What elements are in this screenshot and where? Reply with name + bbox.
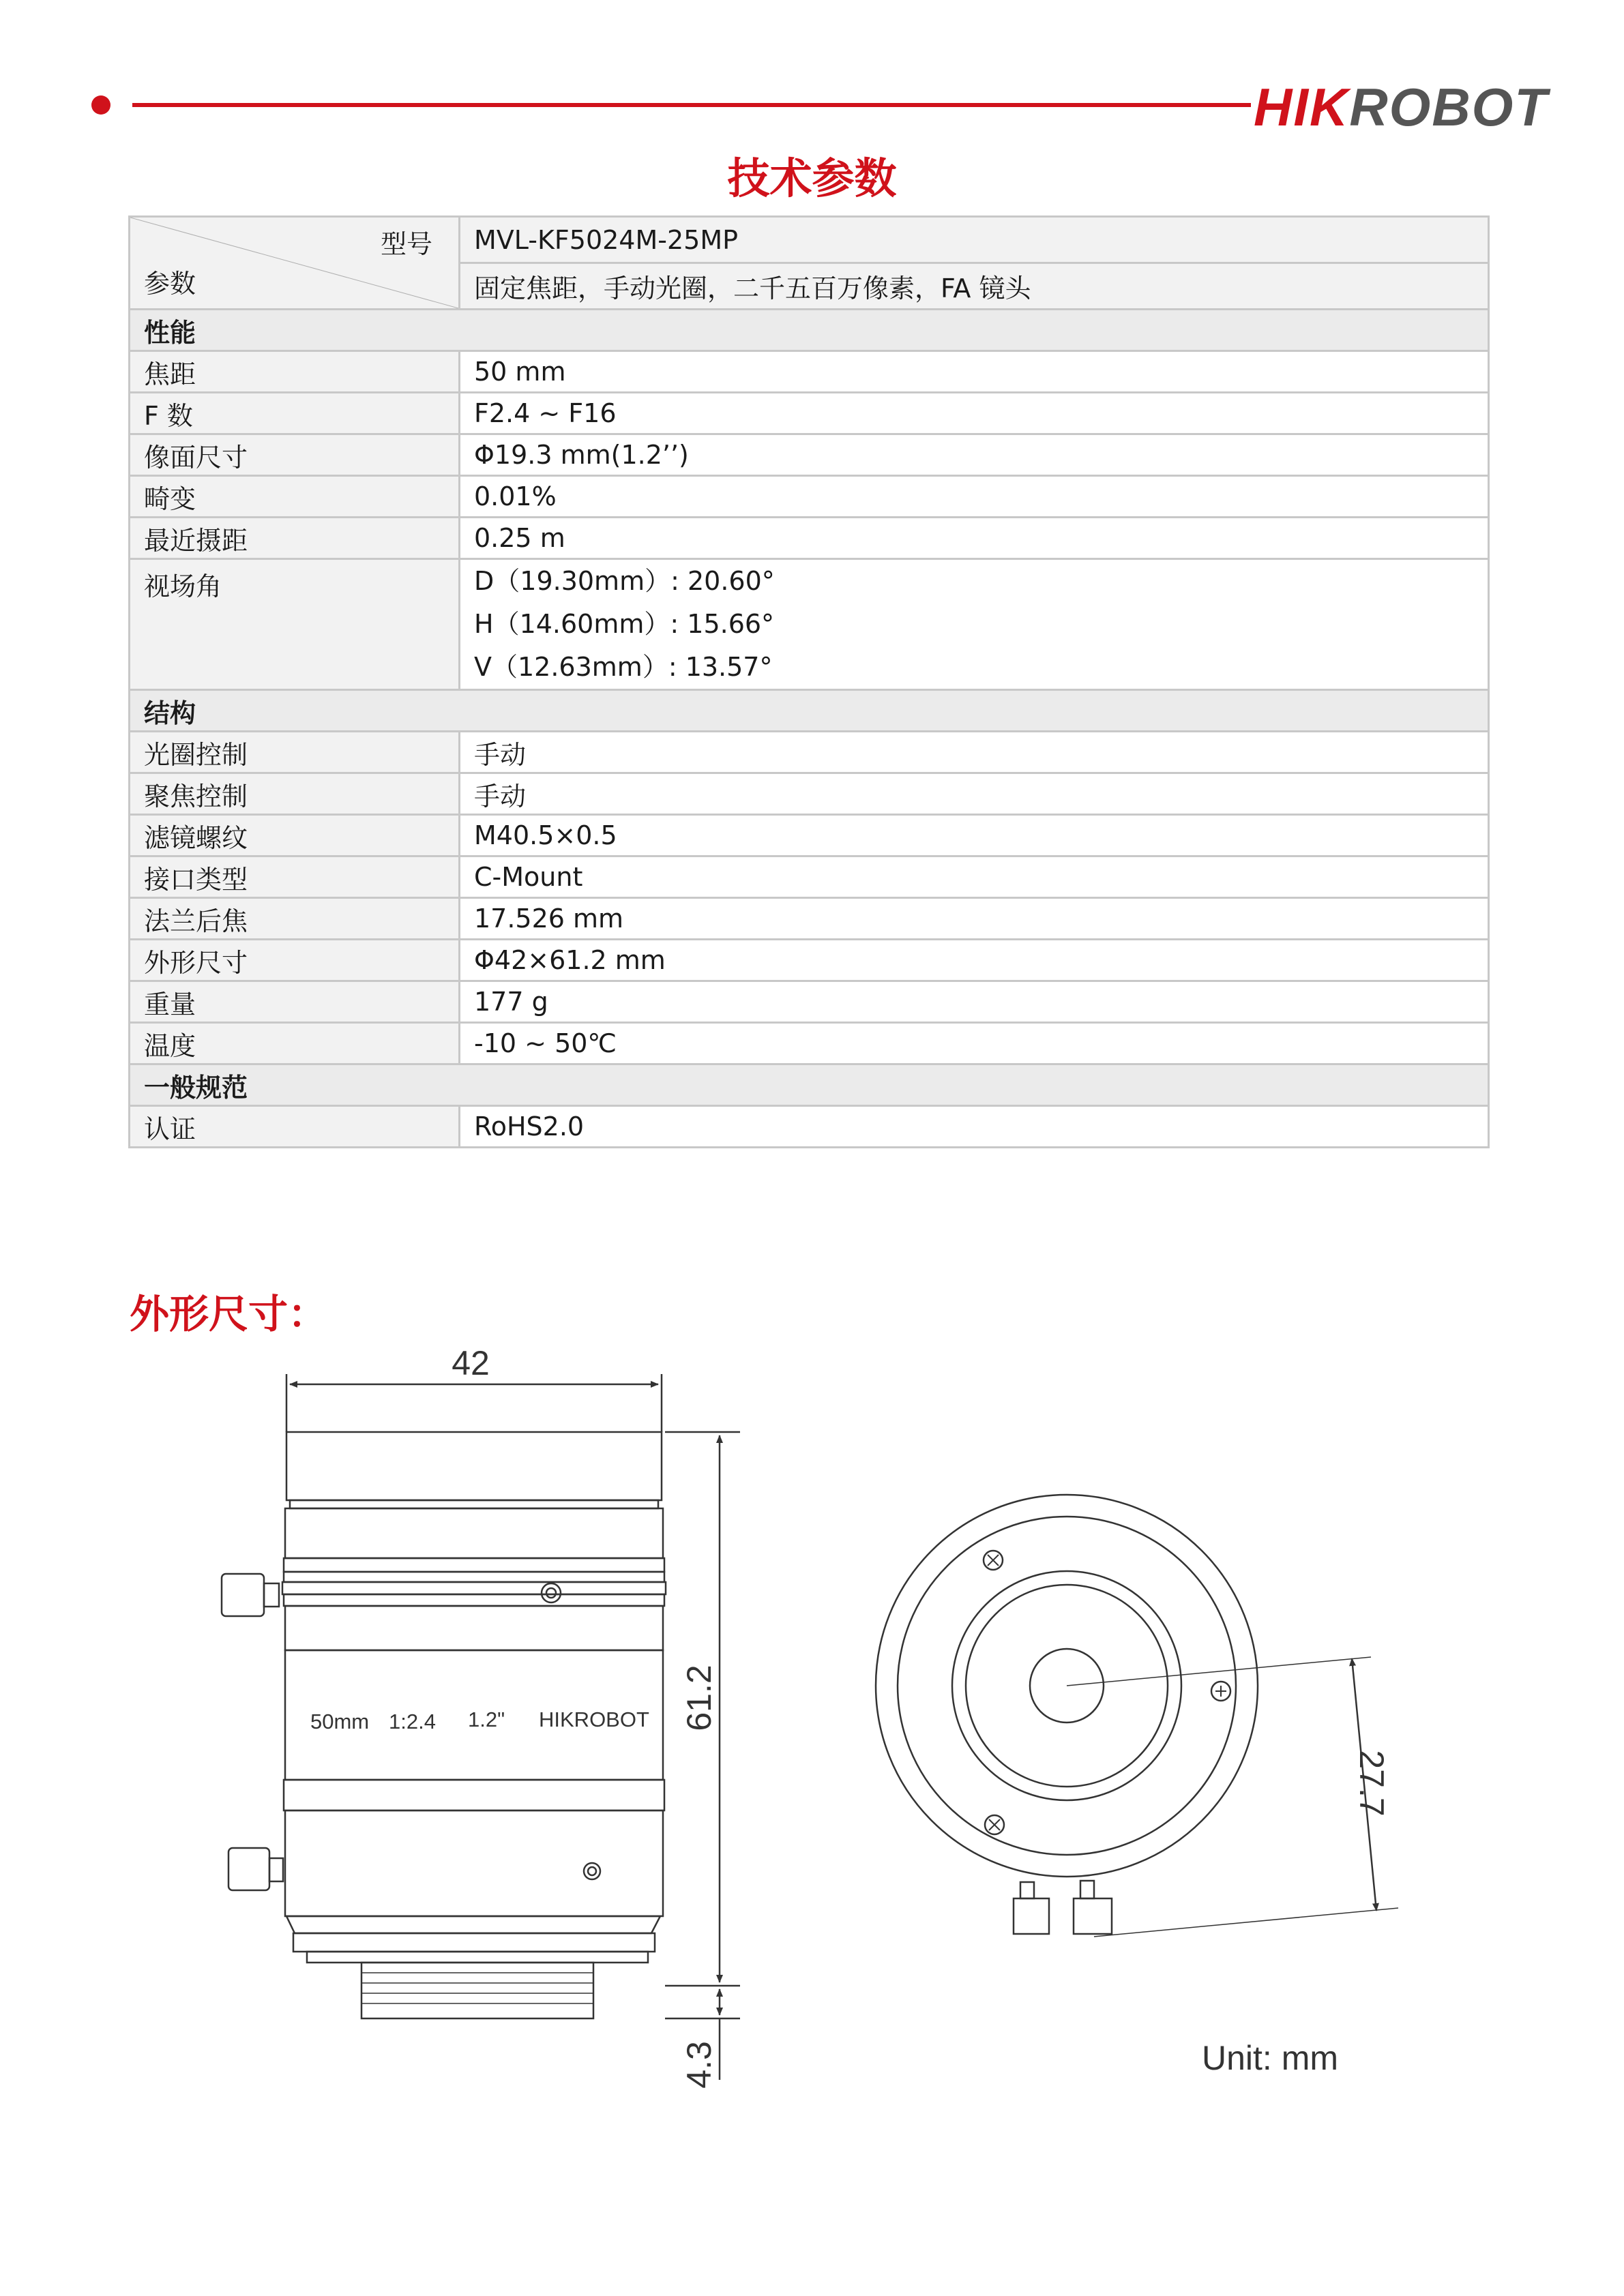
header-dot	[91, 95, 110, 115]
dimension-drawing	[0, 1337, 1624, 2128]
table-row	[130, 1023, 1489, 1064]
row-value: 0.25 m	[460, 518, 1489, 559]
row-value: 177 g	[460, 981, 1489, 1023]
row-value: -10 ~ 50℃	[460, 1023, 1489, 1064]
row-value: Φ19.3 mm(1.2’’)	[460, 434, 1489, 476]
corner-label-params: 参数	[144, 269, 196, 299]
section-title: 结构	[130, 690, 1489, 732]
spec-table	[128, 215, 1490, 1148]
row-label: 最近摄距	[130, 518, 460, 559]
row-value-line: V（12.63mm）: 13.57°	[474, 652, 773, 682]
section-title: 性能	[130, 310, 1489, 351]
row-value: Φ42×61.2 mm	[460, 940, 1489, 981]
width-dimension	[286, 1374, 662, 1432]
row-label: 视场角	[130, 559, 460, 690]
section-row	[130, 1064, 1489, 1106]
row-value: 手动	[460, 773, 1489, 815]
table-row	[130, 815, 1489, 856]
row-value: M40.5×0.5	[460, 815, 1489, 856]
table-row	[130, 732, 1489, 773]
row-label: 焦距	[130, 351, 460, 393]
width-label: 42	[452, 1344, 490, 1382]
row-label: 温度	[130, 1023, 460, 1064]
row-label: 畸变	[130, 476, 460, 518]
row-label: 重量	[130, 981, 460, 1023]
barrel-format-text: 1.2"	[468, 1708, 505, 1731]
row-label: 外形尺寸	[130, 940, 460, 981]
table-row	[130, 518, 1489, 559]
table-row	[130, 351, 1489, 393]
row-value: C-Mount	[460, 856, 1489, 898]
hikrobot-logo: HIKROBOT	[1254, 77, 1548, 137]
header-corner-cell	[130, 217, 460, 310]
table-row	[130, 898, 1489, 940]
row-label: 光圈控制	[130, 732, 460, 773]
page-title: 技术参数	[727, 153, 897, 203]
row-value: RoHS2.0	[460, 1106, 1489, 1148]
height-label: 61.2	[680, 1665, 718, 1731]
header-rule	[132, 103, 1251, 107]
row-value-line: H（14.60mm）: 15.66°	[474, 609, 775, 639]
row-value	[460, 559, 1489, 690]
row-label: 认证	[130, 1106, 460, 1148]
row-value-line: D（19.30mm）: 20.60°	[474, 566, 775, 596]
barrel-focal-text: 50mm	[310, 1710, 370, 1733]
table-row	[130, 434, 1489, 476]
row-value: 手动	[460, 732, 1489, 773]
row-label: 接口类型	[130, 856, 460, 898]
row-value: F2.4 ~ F16	[460, 393, 1489, 434]
table-row	[130, 559, 1489, 690]
barrel-brand-text: HIKROBOT	[539, 1708, 649, 1731]
table-header-row	[130, 217, 1489, 263]
table-row	[130, 1106, 1489, 1148]
row-label: F 数	[130, 393, 460, 434]
front-dimension-label: 27.7	[1353, 1750, 1391, 1817]
mount-label: 4.3	[680, 2041, 718, 2089]
section-row	[130, 690, 1489, 732]
section-row	[130, 310, 1489, 351]
table-row	[130, 773, 1489, 815]
table-row	[130, 393, 1489, 434]
model-cell: MVL-KF5024M-25MP	[460, 217, 1489, 263]
unit-label: Unit: mm	[1202, 2039, 1338, 2077]
row-value: 50 mm	[460, 351, 1489, 393]
table-row	[130, 940, 1489, 981]
table-row	[130, 856, 1489, 898]
height-dimension	[665, 1432, 740, 2080]
section-title: 一般规范	[130, 1064, 1489, 1106]
table-row	[130, 981, 1489, 1023]
row-label: 聚焦控制	[130, 773, 460, 815]
row-label: 滤镜螺纹	[130, 815, 460, 856]
description-cell: 固定焦距，手动光圈，二千五百万像素，FA 镜头	[460, 263, 1489, 310]
barrel-aperture-text: 1:2.4	[389, 1710, 436, 1733]
row-label: 法兰后焦	[130, 898, 460, 940]
row-value: 17.526 mm	[460, 898, 1489, 940]
table-row	[130, 476, 1489, 518]
lens-front-view	[876, 1495, 1398, 1937]
row-value: 0.01%	[460, 476, 1489, 518]
dimensions-title: 外形尺寸：	[130, 1291, 328, 1337]
row-label: 像面尺寸	[130, 434, 460, 476]
corner-label-model: 型号	[380, 229, 432, 259]
